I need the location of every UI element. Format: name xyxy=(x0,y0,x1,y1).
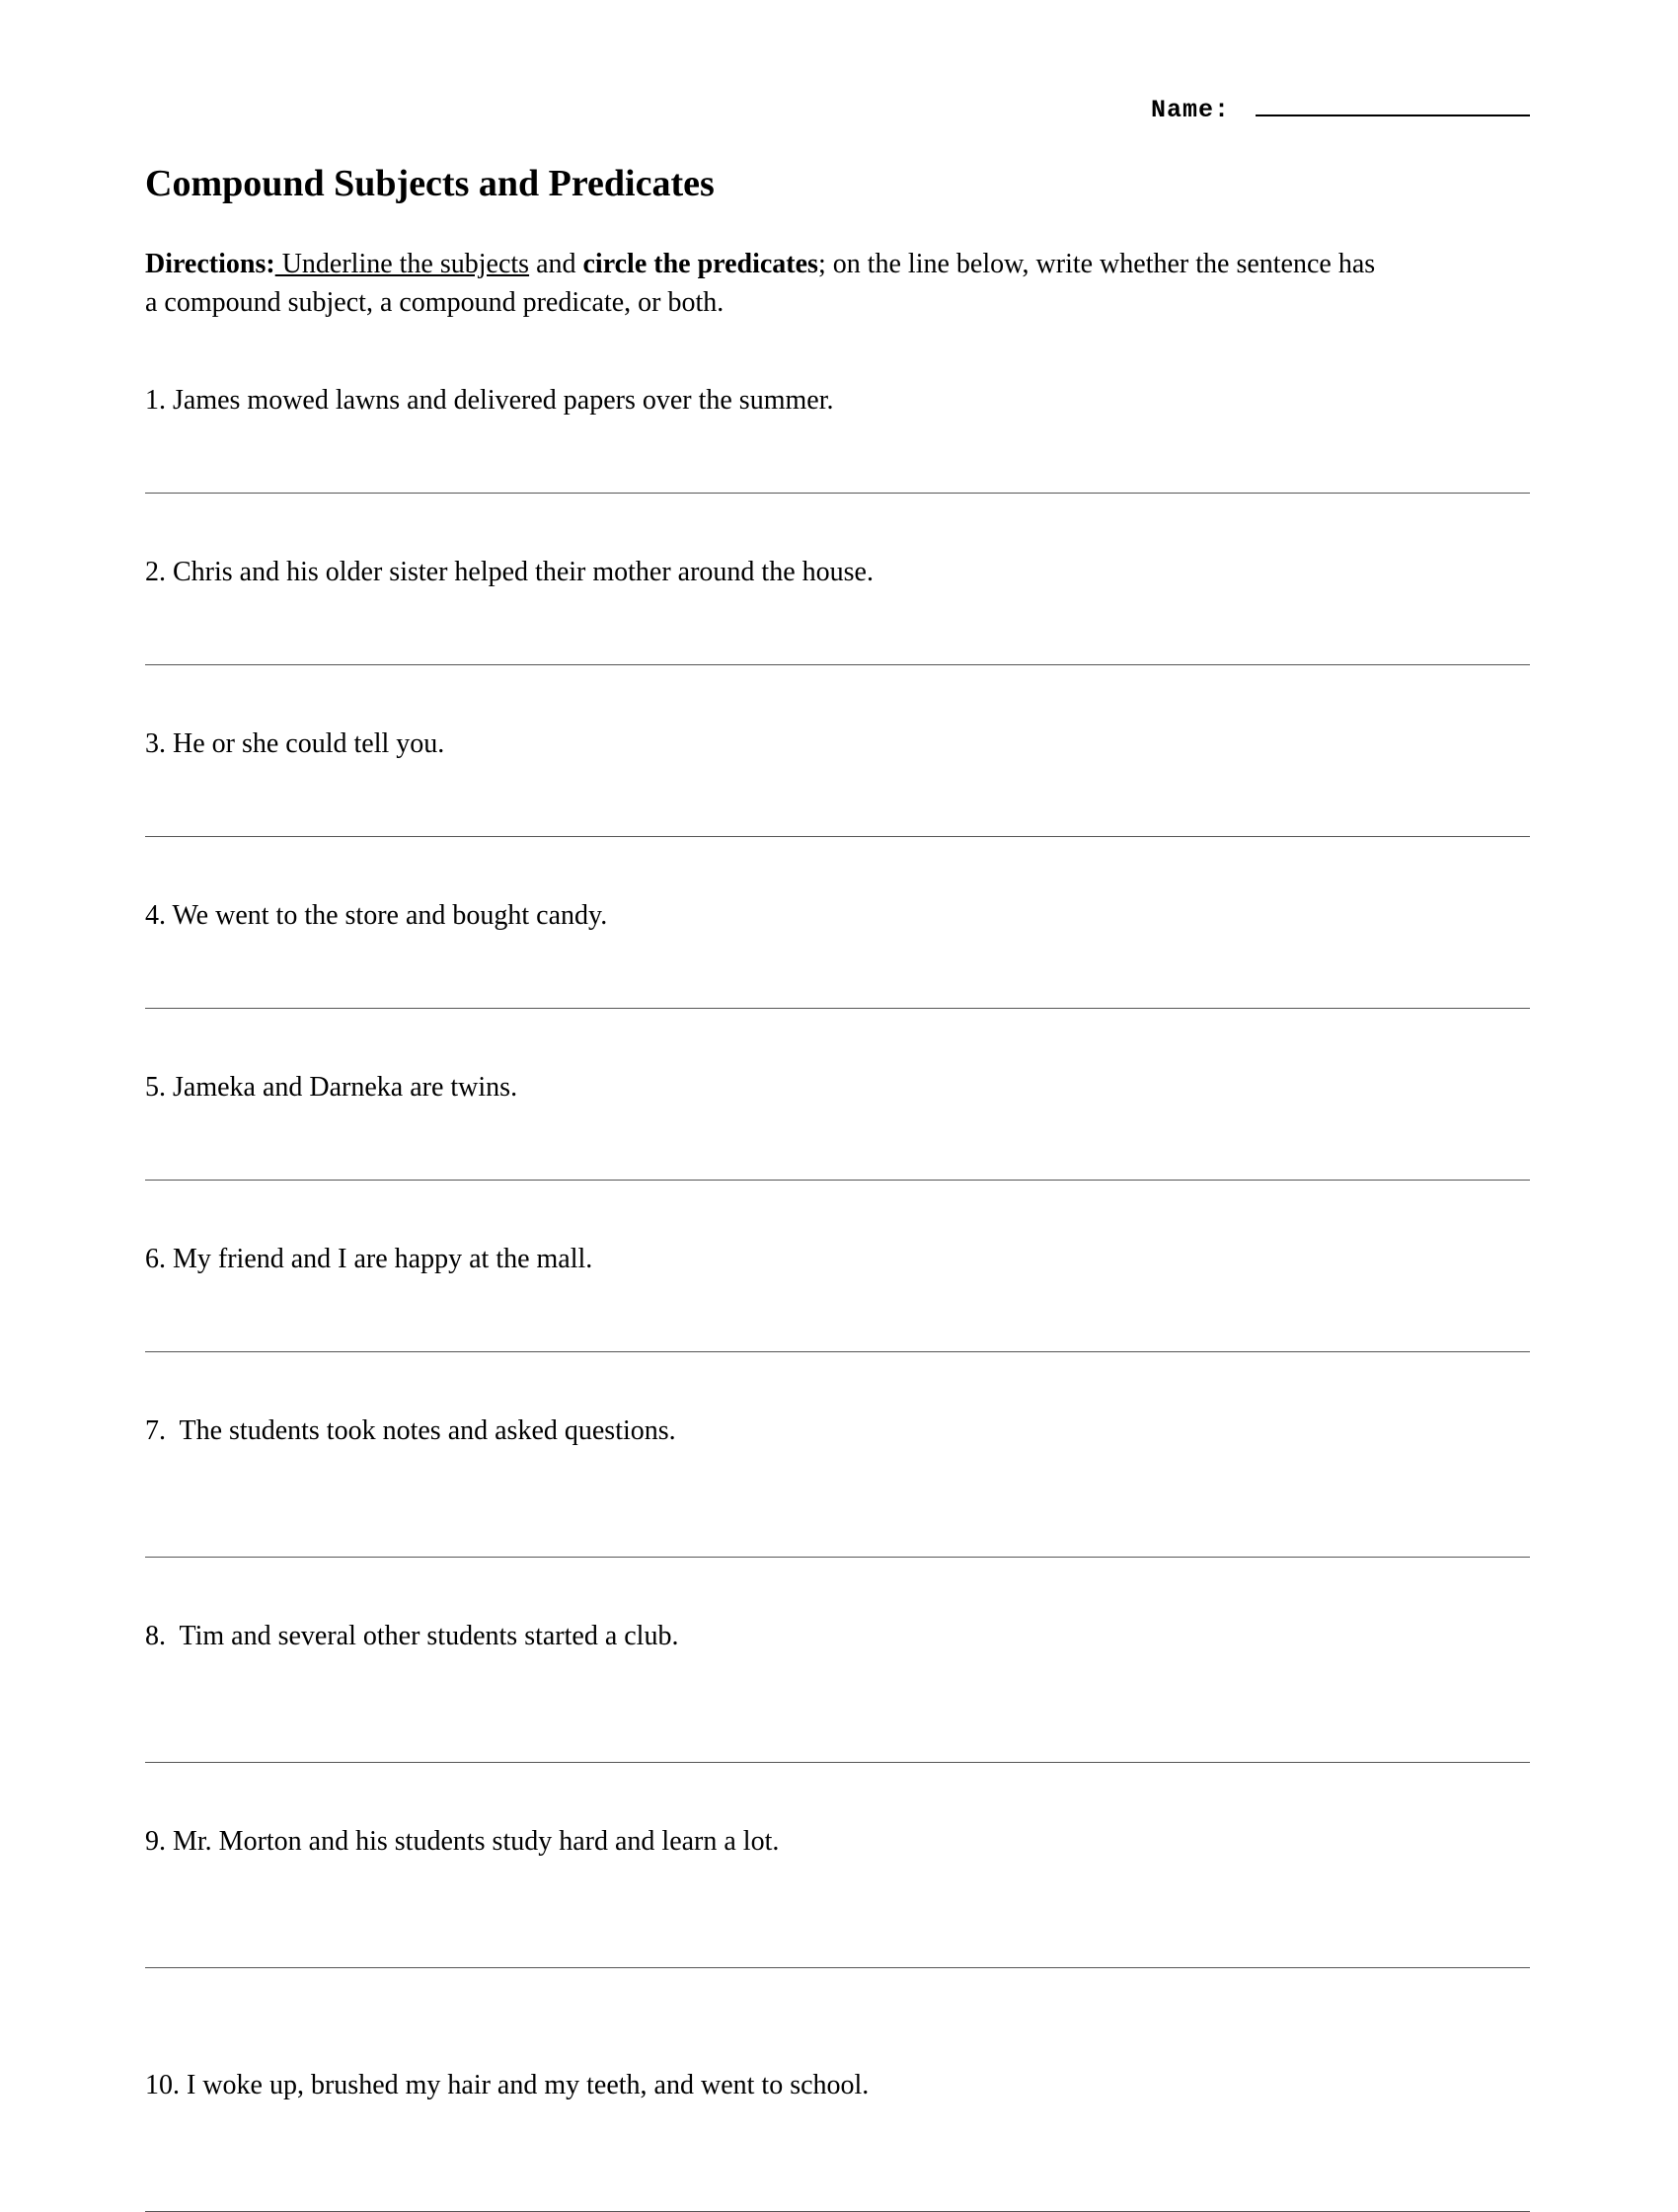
worksheet-item xyxy=(145,899,1530,1009)
sentence-8: 8. Tim and several other students started a club. xyxy=(145,1621,679,1651)
directions-label: Directions: xyxy=(145,249,275,279)
sentence-5: 5. Jameka and Darneka are twins. xyxy=(145,1072,518,1103)
worksheet-item xyxy=(145,1071,1530,1181)
answer-line-2 xyxy=(145,664,1530,665)
worksheet-item xyxy=(145,384,1530,494)
sentence-9: 9. Mr. Morton and his students study hard and learn a lot. xyxy=(145,1826,780,1857)
sentence-7: 7. The students took notes and asked questions. xyxy=(145,1415,676,1446)
answer-line-5 xyxy=(145,1180,1530,1181)
sentence-4: 4. We went to the store and bought candy. xyxy=(145,900,608,931)
name-row xyxy=(145,95,1530,124)
page-title: Compound Subjects and Predicates xyxy=(145,163,715,204)
answer-line-1 xyxy=(145,493,1530,494)
sentence-1: 1. James mowed lawns and delivered papers over the summer. xyxy=(145,385,834,416)
directions-conjunction: and xyxy=(529,249,583,279)
answer-line-7 xyxy=(145,1557,1530,1558)
worksheet-item xyxy=(145,556,1530,665)
name-label: Name: xyxy=(1150,96,1230,124)
directions-bold-text: circle the predicates xyxy=(582,249,818,279)
directions-rest: ; on the line below, write whether the sentence has a compound subject, a compound predicate, or both. xyxy=(145,249,1376,318)
worksheet-item xyxy=(145,1243,1530,1352)
worksheet-item xyxy=(145,727,1530,837)
answer-line-3 xyxy=(145,836,1530,837)
sentence-6: 6. My friend and I are happy at the mall. xyxy=(145,1244,593,1274)
worksheet-item xyxy=(145,2069,1530,2212)
sentence-2: 2. Chris and his older sister helped their mother around the house. xyxy=(145,557,874,587)
worksheet-item xyxy=(145,1620,1530,1763)
worksheet-item xyxy=(145,1414,1530,1558)
directions-underlined-text: Underline the subjects xyxy=(274,249,530,279)
answer-line-4 xyxy=(145,1008,1530,1009)
worksheet-item xyxy=(145,1825,1530,1968)
answer-line-6 xyxy=(145,1351,1530,1352)
name-blank-line xyxy=(1256,95,1530,116)
directions-paragraph xyxy=(145,245,1389,322)
sentence-3: 3. He or she could tell you. xyxy=(145,728,445,759)
answer-line-9 xyxy=(145,1967,1530,1968)
sentence-10: 10. I woke up, brushed my hair and my teeth, and went to school. xyxy=(145,2070,870,2100)
answer-line-8 xyxy=(145,1762,1530,1763)
